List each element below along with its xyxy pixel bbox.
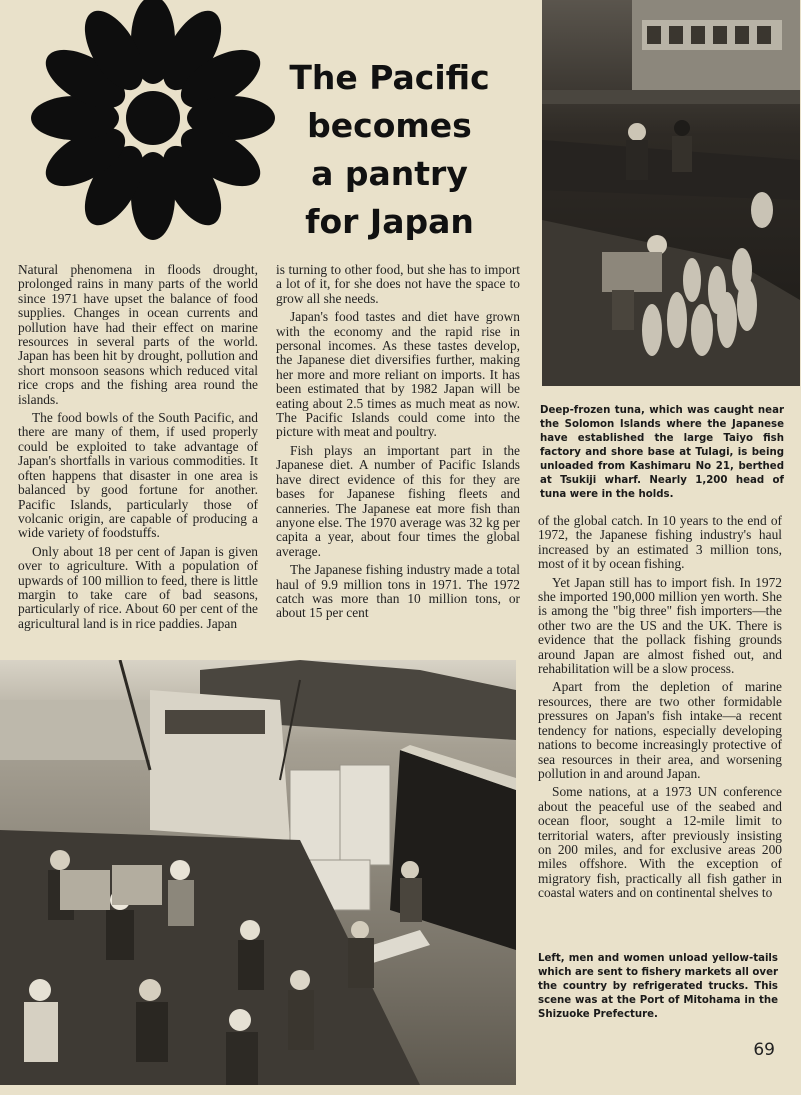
paragraph: Natural phenomena in floods drought, prolonged rains in many parts of the world since 1971 have upset the balance of food supplies. Changes in ocean currents and pollution have had their effect on marine resources in several parts of the world. Japan has been hit by drought, pollution and short monsoon seasons which reduced vital rice crops and the fishing area round the islands. [18,262,258,407]
paragraph: Japan's food tastes and diet have grown with the economy and the rapid rise in personal incomes. As these tastes develop, the Japanese diet diversifies further, making her more and more reliant on imports. It has been estimated that by 1982 Japan will be eating about 2.5 times as much meat as now. The Pacific Islands could come into the picture with meat and poultry. [276,309,520,440]
paragraph: is turning to other food, but she has to import a lot of it, for she does not have the space to grow all she needs. [276,262,520,306]
article-column-1 [18,263,258,635]
title-line: for Japan [305,202,474,241]
port-photo-illustration [0,660,516,1085]
article-title [282,54,497,246]
paragraph: The food bowls of the South Pacific, and there are many of them, if used properly could be exploited to take advantage of Japan's shortfalls in various commodities. It often happens that disaster in one area is balanced by good fortune for another. Pacific Islands, particularly those of volcanic origin, are capable of producing a wide variety of foodstuffs. [18,410,258,541]
paragraph: Yet Japan still has to import fish. In 1972 she imported 190,000 million yen worth. She is among the "big three" fish importers—the other two are the US and the UK. There is evidence that the pollack fishing grounds around Japan are almost fished out, and rehabilitation will be a slow process. [538,574,782,677]
paragraph: Some nations, at a 1973 UN conference about the peaceful use of the seabed and ocean floor, sought a 12-mile limit to territorial waters, after previously insisting on 200 miles, and for exclusive areas 200 miles offshore. With the exception of migratory fish, practically all fish gather in coastal waters and on continental shelves to [538,784,782,901]
paragraph: The Japanese fishing industry made a total haul of 9.9 million tons in 1971. The 1972 catch was more than 10 million tons, or about 15 per cent [276,562,520,621]
tuna-photo-caption: Deep-frozen tuna, which was caught near the Solomon Islands where the Japanese have established the large Taiyo fish factory and shore base at Tulagi, is being unloaded from Kashimaru No 21, berthed at Tsukiji wharf. Nearly 1,200 head of tuna were in the holds. [540,405,784,500]
port-photo-caption: Left, men and women unload yellow-tails which are sent to fishery markets all over the country by refrigerated trucks. This scene was at the Port of Mitohama in the Shizuoke Prefecture. [538,953,778,1020]
title-line: a pantry [311,154,468,193]
article-column-3 [538,514,782,905]
tuna-unloading-photo [542,0,800,386]
title-line: The Pacific [289,58,490,97]
flower-icon [28,0,278,240]
tuna-photo-illustration [542,0,800,386]
paragraph: of the global catch. In 10 years to the end of 1972, the Japanese fishing industry's haul increased by an estimated 3 million tons, most of it by ocean fishing. [538,513,782,572]
paragraph: Only about 18 per cent of Japan is given over to agriculture. With a population of upwards of 100 million to feed, there is little margin to take care of bad seasons, particularly of rice. About 60 per cent of the agricultural land is in rice paddies. Japan [18,543,258,631]
paragraph: Fish plays an important part in the Japanese diet. A number of Pacific Islands have direct evidence of this for they are bases for Japanese fishing fleets and canneries. The Japanese eat more fish than anyone else. The 1970 average was 32 kg per capita a year, about four times the global average. [276,442,520,559]
port-unloading-photo [0,660,516,1085]
title-line: becomes [307,106,472,145]
page-number: 69 [753,1040,775,1060]
article-column-2 [276,263,520,625]
paragraph: Apart from the depletion of marine resources, there are two other formidable pressures on Japan's fish intake—a recent tendency for nations, especially developing nations to become increasingly protective of sea resources in their area, and worsening pollution in and around Japan. [538,679,782,781]
